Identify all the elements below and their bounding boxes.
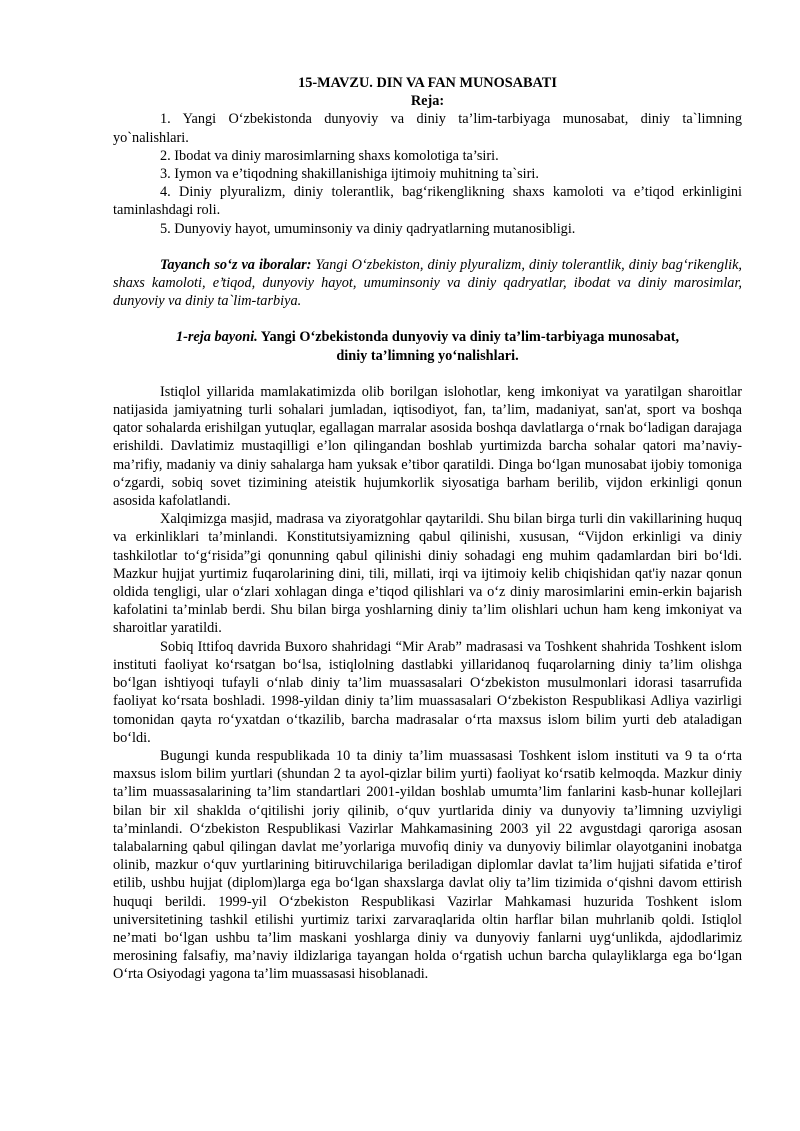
document-title: 15-MAVZU. DIN VA FAN MUNOSABATI xyxy=(298,75,557,91)
spacer xyxy=(113,365,742,383)
section-title-line-1: Yangi O‘zbekistonda dunyoviy va diniy ta’lim-tarbiyaga munosabat, xyxy=(257,329,680,346)
document-page xyxy=(113,74,742,984)
body-paragraph-1: Istiqlol yillarida mamlakatimizda olib borilgan islohotlar, keng imkoniyat va yaratilgan sharoitlar natijasida jamiyatning turli sohalari jumladan, iqtisodiyot, fan, ta’lim, madaniyat, san'at, sport va boshqa qator sohalarda erishilgan yutuqlar, egallagan marralar asosida boshqa davlatlarga o‘rnak bo‘ladigan darajaga erishildi. Davlatimiz mustaqilligi e’lon qilingandan boshlab yurtimizda barcha sohalar qatori ma’naviy-ma’rifiy, madaniy va diniy sahalarga ham yuksak e’tibor qaratildi. Dinga bo‘lgan munosabat ijobiy tomoniga o‘zgardi, sobiq sovet tizimining ateistik hujumkorlik siyosatiga barham berilib, vijdon erkinligi qonun asosida kafolatlandi. xyxy=(113,383,742,510)
section-title-line-2: diniy ta’limning yo‘nalishlari. xyxy=(336,347,519,364)
section-heading xyxy=(113,328,742,364)
spacer xyxy=(113,238,742,256)
plan-item-3: 3. Iymon va e’tiqodning shakillanishiga ijtimoiy muhitning ta`siri. xyxy=(160,166,539,183)
plan-item-2: 2. Ibodat va diniy marosimlarning shaxs komolotiga ta’siri. xyxy=(160,147,499,164)
section-heading-line-1 xyxy=(113,328,742,346)
plan-label: Reja: xyxy=(410,93,445,110)
body-paragraph-3: Sobiq Ittifoq davrida Buxoro shahridagi “Mir Arab” madrasasi va Toshkent shahrida Toshkent islom instituti faoliyat ko‘rsatgan bo‘lsa, istiqlolning dastlabki yillaridanoq fuqarolarning diniy ta’lim olishga bo‘lgan ishtiyoqi tufayli o‘nlab diniy ta’lim muassasalari O‘zbekiston musulmonlari idorasi tasarrufida faoliyat ko‘rsata boshladi. 1998-yildan diniy ta’lim muassasalari O‘zbekiston Respublikasi Adliya vazirligi tomonidan qayta ro‘yxatdan o‘tkazilib, barcha madrasalar o‘rta maxsus islom bilim yurti deb ataladigan bo‘ldi. xyxy=(113,638,742,746)
keywords-label: Tayanch so‘z va iboralar: xyxy=(160,256,312,273)
body-paragraph-4: Bugungi kunda respublikada 10 ta diniy ta’lim muassasasi Toshkent islom instituti va 9 ta o‘rta maxsus islom bilim yurtlari (shundan 2 ta ayol-qizlar bilim yurti) faoliyat ko‘rsatib kelmoqda. Mazkur diniy ta’lim muassasalarining ta’lim standartlari 2001-yildan boshlab umumta’lim fanlarini kasb-hunar kollejlari bilan bir xil shaklda o‘qitilishi joriy qilinib, o‘quv yurtlarida diniy va dunyoviy ta’limning uzviyligi ta’minlandi. O‘zbekiston Respublikasi Vazirlar Mahkamasining 2003 yil 22 avgustdagi qaroriga asosan talabalarning qabul qilingan davlat me’yorlariga muvofiq diniy va dunyoviy bilimlar olayotganini inobatga olinib, mazkur o‘quv yurtlarining bitiruvchilariga beriladigan diplomlar davlat ta’lim hujjati sifatida e’tirof etilib, ushbu hujjat (diplom)larga ega bo‘lgan shaxslarga davlat oliy ta’lim tizimida o‘qishni davom ettirish huquqi berildi. 1999-yil O‘zbekiston Respublikasi Vazirlar Mahkamasi huzurida Toshkent islom universitetining tashkil etilishi yurtimiz tarixi zarvaraqlarida oltin harflar bilan muhrlanib qoldi. Istiqlol ne’mati bo‘lgan ushbu ta’lim maskani yoshlarga diniy va dunyoviy fanlarni uyg‘unlikda, ajdodlarimiz merosining falsafiy, ma’naviy ildizlariga tayangan holda o‘rgatish uchun barcha qulayliklarga ega bo‘lgan O‘rta Osiyodagi yagona ta’lim muassasasi hisoblanadi. xyxy=(113,747,742,983)
body-paragraph-2: Xalqimizga masjid, madrasa va ziyoratgohlar qaytarildi. Shu bilan birga turli din vakillarining huquq va erkinliklari ta’minlandi. Konstitutsiyamizning qabul qilinishi, xususan, “Vijdon erkinligi va diniy tashkilotlar to‘g‘risida”gi qonunning qabul qilinishi diniy sohadagi eng muhim qadamlardan biri bo‘ldi. Mazkur hujjat yurtimiz fuqarolarining dini, tili, millati, irqi va ijtimoiy kelib chiqishidan qat'iy nazar qonun oldida tengligi, ular o‘zlari xohlagan dinga e’tiqod qilishlari va o‘z diniy marosimlarini emin-erkin bajarish kafolatini ta’minlab berdi. Shu bilan birga yoshlarning diniy ta’lim olishlari uchun ham keng imkoniyat va sharoitlar yaratildi. xyxy=(113,511,742,637)
plan-item-1: 1. Yangi O‘zbekistonda dunyoviy va diniy ta’lim-tarbiyaga munosabat, diniy ta`limning yo`nalishlari. xyxy=(113,111,742,146)
keywords-text: Yangi O‘zbekiston, diniy plyuralizm, diniy tolerantlik, diniy bag‘rikenglik, shaxs kamoloti, e’tiqod, dunyoviy hayot, umuminsoniy va diniy qadryatlar, ibodat va diniy marosimlar, dunyoviy va diniy ta`lim-tarbiya. xyxy=(113,256,742,310)
section-label: 1-reja bayoni. xyxy=(175,329,258,346)
keywords-paragraph xyxy=(113,256,742,311)
spacer xyxy=(113,310,742,328)
plan-item-4: 4. Diniy plyuralizm, diniy tolerantlik, bag‘rikenglikning shaxs kamoloti va e’tiqod erkinligini taminlashdagi roli. xyxy=(113,184,742,219)
plan-item-5: 5. Dunyoviy hayot, umuminsoniy va diniy qadryatlarning mutanosibligi. xyxy=(160,220,576,237)
